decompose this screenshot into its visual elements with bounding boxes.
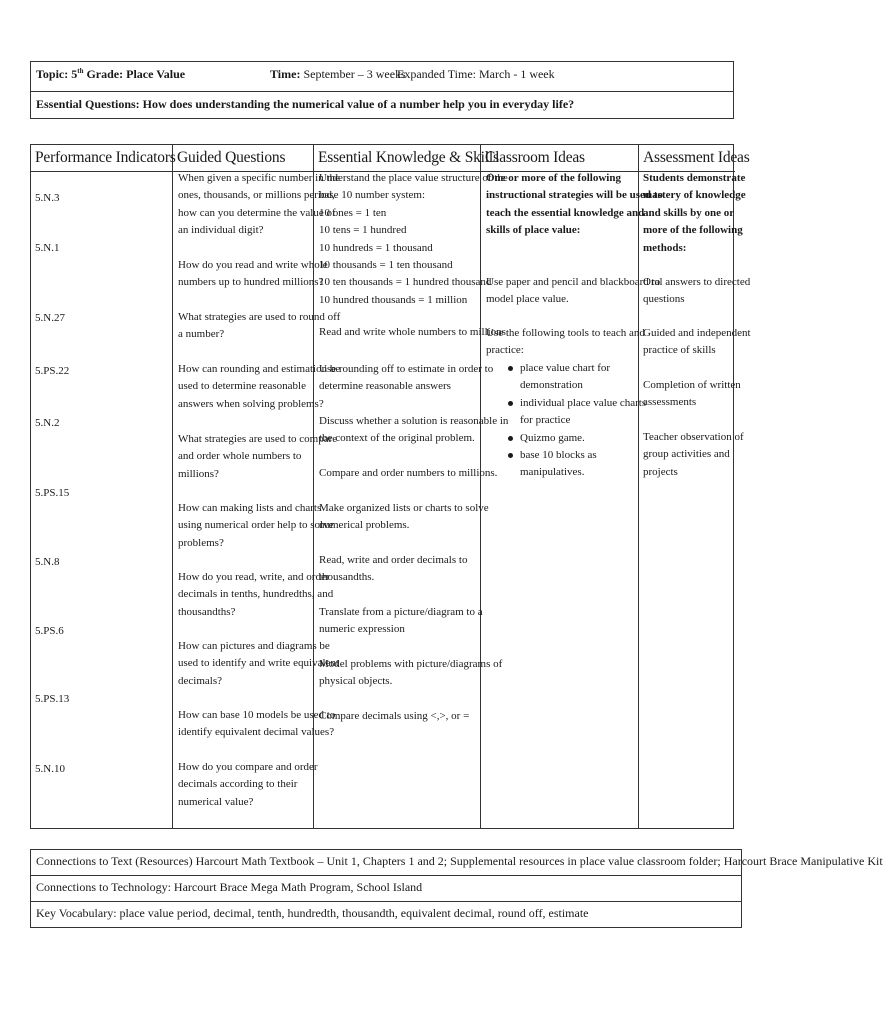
knowledge-skill-line: thousandths.: [319, 571, 375, 584]
assessment-ideas-intro: [643, 170, 746, 257]
classroom-tool-line: manipulatives.: [520, 466, 585, 479]
performance-indicator: 5.PS.15: [35, 487, 70, 499]
column-header: Classroom Ideas: [485, 149, 585, 166]
guided-question: [178, 759, 318, 811]
knowledge-skill: [319, 361, 493, 396]
assessment-ideas-intro-line: more of the following: [643, 224, 743, 237]
knowledge-skill: [319, 324, 506, 341]
connections-technology: Connections to Technology: Harcourt Brace Mega Math Program, School Island: [36, 880, 423, 894]
guided-question-line: answers when solving problems?: [178, 397, 324, 410]
topic-label: Topic: 5th Grade: Place Value: [36, 67, 186, 81]
knowledge-skill-line: Use rounding off to estimate in order to: [319, 363, 494, 375]
knowledge-skill-line: Read, write and order decimals to: [319, 554, 468, 566]
guided-question-line: millions?: [178, 467, 219, 480]
connections-text-row: [31, 850, 883, 876]
classroom-tool-item: [520, 430, 585, 447]
knowledge-skill-line: Translate from a picture/diagram to a: [319, 606, 483, 618]
performance-indicator: 5.N.3: [35, 192, 60, 204]
guided-questions-column: [173, 145, 341, 828]
classroom-tool-line: Quizmo game.: [520, 432, 585, 444]
assessment-idea-line: Completion of written: [643, 379, 741, 391]
classroom-tool-line: individual place value charts: [520, 397, 647, 409]
classroom-tool-line: demonstration: [520, 379, 583, 392]
guided-question-line: and order whole numbers to: [178, 450, 302, 463]
guided-question: [178, 500, 334, 552]
guided-question-line: an individual digit?: [178, 224, 264, 237]
classroom-tool-line: for practice: [520, 414, 571, 427]
knowledge-skill-line: Read and write whole numbers to millions: [319, 326, 506, 338]
performance-indicators-column: [31, 145, 176, 828]
key-vocabulary: Key Vocabulary: place value period, decimal, tenth, hundredth, thousandth, equivalent decimal, round off, estimate: [36, 906, 589, 920]
knowledge-skill-line: determine reasonable answers: [319, 380, 451, 393]
knowledge-skill-line: 10 hundred thousands = 1 million: [319, 293, 468, 306]
guided-question-line: How can pictures and diagrams be: [178, 640, 330, 652]
classroom-idea-line: Use paper and pencil and blackboard to: [486, 276, 661, 288]
performance-indicator: 5.N.2: [35, 417, 60, 429]
performance-indicator: 5.N.1: [35, 242, 60, 254]
knowledge-skill-line: 10 tens = 1 hundred: [319, 224, 407, 237]
connections-text: Connections to Text (Resources) Harcourt Math Textbook – Unit 1, Chapters 1 and 2; Supplemental resources in place value classroom folder; Harcourt Brace Manipulative Kit: [36, 854, 883, 868]
essential-questions-row: [31, 92, 733, 120]
classroom-idea-line: practice:: [486, 344, 524, 357]
knowledge-skill-line: 10 ones = 1 ten: [319, 206, 387, 219]
guided-question-line: What strategies are used to round off: [178, 311, 341, 323]
classroom-tool-item: [520, 360, 610, 395]
knowledge-skill: [319, 500, 489, 535]
knowledge-skill-line: numeric expression: [319, 623, 405, 636]
knowledge-skill-line: Discuss whether a solution is reasonable in: [319, 415, 509, 427]
guided-question-line: What strategies are used to compare: [178, 433, 338, 445]
key-vocabulary-row: [31, 902, 741, 928]
classroom-tool-line: place value chart for: [520, 362, 611, 374]
topic-header-box: [30, 61, 734, 119]
guided-question-line: identify equivalent decimal values?: [178, 726, 335, 739]
knowledge-skill: [319, 604, 483, 639]
assessment-idea: [643, 325, 751, 360]
bullet-icon: [508, 436, 513, 441]
assessment-idea-line: Oral answers to directed: [643, 276, 751, 288]
guided-question: [178, 569, 333, 621]
classroom-ideas-intro-line: One or more of the following: [486, 172, 621, 184]
assessment-idea: [643, 274, 750, 309]
classroom-idea-line: Use the following tools to teach and: [486, 327, 645, 339]
knowledge-skill: [319, 552, 467, 587]
column-header: Performance Indicators: [35, 149, 176, 166]
guided-question-line: How do you compare and order: [178, 761, 318, 773]
guided-question-line: How can rounding and estimation be: [178, 363, 341, 375]
assessment-idea-line: Guided and independent: [643, 327, 751, 339]
assessment-ideas-intro-line: mastery of knowledge: [643, 189, 746, 202]
column-header: Essential Knowledge & Skills: [318, 149, 499, 166]
classroom-ideas-intro: [486, 170, 663, 240]
knowledge-skill-line: Compare and order numbers to millions.: [319, 467, 498, 479]
knowledge-skill: [319, 413, 508, 448]
knowledge-skill: [319, 170, 508, 309]
knowledge-skill-line: Make organized lists or charts to solve: [319, 502, 489, 514]
performance-indicator: 5.PS.22: [35, 365, 70, 377]
guided-question: [178, 257, 328, 292]
performance-indicator: 5.N.8: [35, 556, 60, 568]
guided-question-line: problems?: [178, 536, 224, 549]
guided-question: [178, 707, 335, 742]
classroom-idea-line: model place value.: [486, 293, 569, 306]
essential-questions: Essential Questions: How does understanding the numerical value of a number help you in everyday life?: [36, 97, 575, 111]
assessment-idea-line: practice of skills: [643, 344, 716, 357]
knowledge-skill: [319, 465, 497, 482]
guided-question-line: using numerical order help to solve: [178, 519, 334, 532]
performance-indicator: 5.PS.6: [35, 625, 64, 637]
guided-question-line: a number?: [178, 328, 225, 341]
performance-indicator: 5.N.27: [35, 312, 65, 324]
assessment-idea-line: assessments: [643, 396, 697, 409]
knowledge-skill-line: the context of the original problem.: [319, 432, 475, 445]
classroom-ideas-intro-line: skills of place value:: [486, 224, 581, 237]
guided-question-line: numerical value?: [178, 795, 254, 808]
guided-question-line: How do you read and write whole: [178, 259, 328, 271]
classroom-tool-line: base 10 blocks as: [520, 449, 597, 461]
knowledge-skill-line: Understand the place value structure of the: [319, 172, 508, 184]
knowledge-skill: [319, 708, 469, 725]
assessment-ideas-column: [639, 145, 751, 828]
knowledge-skill-line: 10 ten thousands = 1 hundred thousand: [319, 276, 492, 289]
assessment-ideas-intro-line: and skills by one or: [643, 206, 735, 219]
guided-question-line: ones, thousands, or millions period,: [178, 189, 335, 202]
topic-time-row: [31, 62, 733, 92]
guided-question-line: decimals according to their: [178, 778, 298, 791]
curriculum-table: [30, 144, 751, 829]
assessment-idea-line: projects: [643, 465, 678, 478]
knowledge-skill: [319, 656, 502, 691]
guided-question-line: How can making lists and charts: [178, 502, 322, 514]
knowledge-skill-line: Compare decimals using <,>, or =: [319, 710, 470, 722]
classroom-tool-item: [520, 447, 597, 482]
assessment-idea: [643, 377, 741, 412]
guided-question-line: thousandths?: [178, 605, 236, 618]
assessment-ideas-intro-line: Students demonstrate: [643, 172, 746, 184]
resources-box: [30, 849, 883, 928]
bullet-icon: [508, 366, 513, 371]
connections-technology-row: [31, 876, 741, 902]
knowledge-skill-line: 10 thousands = 1 ten thousand: [319, 259, 453, 272]
classroom-idea: [486, 325, 645, 360]
assessment-ideas-intro-line: methods:: [643, 241, 687, 254]
knowledge-skill-line: Model problems with picture/diagrams of: [319, 658, 503, 670]
bullet-icon: [508, 401, 513, 406]
assessment-idea-line: Teacher observation of: [643, 431, 744, 443]
guided-question-line: How can base 10 models be used to: [178, 709, 336, 721]
assessment-idea: [643, 429, 744, 481]
assessment-idea-line: group activities and: [643, 448, 730, 461]
column-header: Guided Questions: [177, 149, 286, 166]
assessment-idea-line: questions: [643, 293, 685, 306]
performance-indicator: 5.N.10: [35, 763, 65, 775]
classroom-tool-item: [520, 395, 646, 430]
bullet-icon: [508, 453, 513, 458]
guided-question-line: How do you read, write, and order: [178, 571, 330, 583]
guided-question-line: used to identify and write equivalent: [178, 657, 339, 670]
classroom-ideas-intro-line: teach the essential knowledge and: [486, 206, 645, 219]
guided-question-line: how can you determine the value of: [178, 206, 336, 219]
knowledge-skill-line: 10 hundreds = 1 thousand: [319, 241, 433, 254]
knowledge-skill-line: numerical problems.: [319, 519, 410, 532]
classroom-ideas-intro-line: instructional strategies will be used to: [486, 189, 663, 202]
knowledge-skill-line: physical objects.: [319, 675, 393, 688]
classroom-idea: [486, 274, 660, 309]
column-header: Assessment Ideas: [643, 149, 750, 166]
guided-question-line: When given a specific number in the: [178, 172, 340, 184]
guided-question-line: decimals in tenths, hundredths, and: [178, 588, 334, 601]
guided-question-line: numbers up to hundred millions?: [178, 276, 324, 289]
guided-question-line: decimals?: [178, 674, 222, 687]
performance-indicator: 5.PS.13: [35, 693, 70, 705]
knowledge-skill-line: base 10 number system:: [319, 189, 426, 202]
guided-question-line: used to determine reasonable: [178, 380, 306, 393]
time-label: Time: September – 3 weeks: [270, 67, 406, 81]
expanded-time: Expanded Time: March - 1 week: [397, 67, 555, 81]
